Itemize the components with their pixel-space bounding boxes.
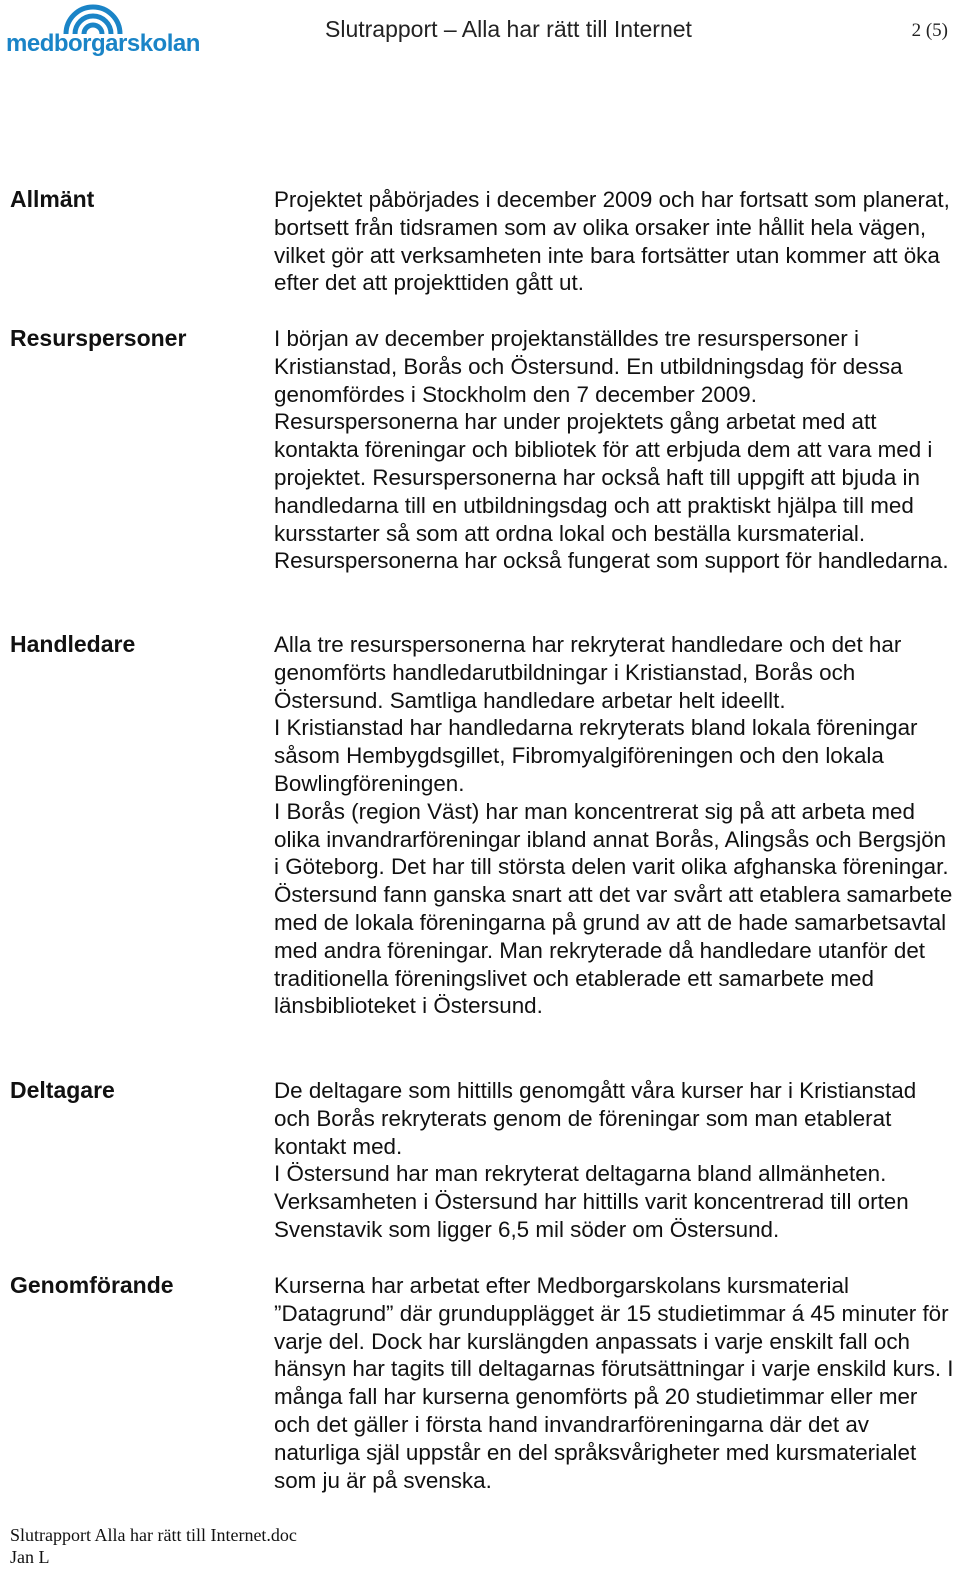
- section-label: Handledare: [10, 631, 136, 657]
- medborgarskolan-logo: [6, 4, 200, 58]
- section-body: [274, 631, 956, 1020]
- document-footer: [10, 1524, 297, 1568]
- paragraph: I Östersund har man rekryterat deltagarna bland allmänheten. Verksamheten i Östersund har hittills varit koncentrerad till orten Svenstavik som ligger 6,5 mil söder om Östersund.: [274, 1161, 909, 1242]
- section-label: Allmänt: [10, 186, 95, 212]
- paragraph: Projektet påbörjades i december 2009 och har fortsatt som planerat, bortsett från tidsramen som av olika orsaker inte hållit hela vägen, vilket gör att verksamheten inte bara fortsätter utan kommer att öka efter det att projekttiden gått ut.: [274, 187, 950, 296]
- paragraph: I Kristianstad har handledarna rekryterats bland lokala föreningar såsom Hembygdsgillet, Fibromyalgiföreningen och den lokala Bowlingföreningen.: [274, 715, 918, 796]
- section-label: Genomförande: [10, 1272, 174, 1298]
- paragraph: De deltagare som hittills genomgått våra kurser har i Kristianstad och Borås rekryterats genom de föreningar som man etablerat kontakt med.: [274, 1078, 917, 1159]
- paragraph: Östersund fann ganska snart att det var svårt att etablera samarbete med de lokala föreningarna på grund av att de hade samarbetsavtal med andra föreningar. Man rekryterade då handledare utanför det traditionella föreningslivet och etablerade ett samarbete med länsbiblioteket i Östersund.: [274, 882, 953, 1019]
- page-number: 2 (5): [911, 20, 948, 41]
- section-label: Deltagare: [10, 1077, 115, 1103]
- paragraph: I Borås (region Väst) har man koncentrerat sig på att arbeta med olika invandrarföreningar ibland annat Borås, Alingsås och Bergsjön i Göteborg. Det har till största delen varit olika afghanska föreningar.: [274, 798, 949, 880]
- section-body: [274, 1272, 956, 1494]
- paragraph: I början av december projektanställdes tre resurspersoner i Kristianstad, Borås och Östersund. En utbildningsdag för dessa genomfördes i Stockholm den 7 december 2009.: [274, 326, 903, 407]
- section-label: Resurspersoner: [10, 325, 187, 351]
- document-header-title: Slutrapport – Alla har rätt till Internet: [325, 16, 692, 42]
- paragraph: Alla tre resurspersonerna har rekryterat handledare och det har genomförts handledarutbildningar i Kristianstad, Borås och Östersund. Samtliga handledare arbetar helt ideellt.: [274, 632, 902, 713]
- paragraph: Kurserna har arbetat efter Medborgarskolans kursmaterial ”Datagrund” där grundupplägget är 15 studietimmar á 45 minuter för varje del. Dock har kurslängden anpassats i varje enskilt fall och hänsyn har tagits till deltagarnas förutsättningar i varje enskild kurs. I många fall har kurserna genomförts på 20 studietimmar eller mer och det gäller i första hand invandrarföreningarna där det av naturliga själ uppstår en del språksvårigheter med kursmaterialet som ju är på svenska.: [274, 1273, 954, 1493]
- footer-author: Jan L: [10, 1547, 50, 1567]
- section-body: [274, 186, 956, 297]
- section-body: [274, 325, 956, 575]
- footer-filename: Slutrapport Alla har rätt till Internet.doc: [10, 1525, 297, 1545]
- logo-text: medborgarskolan: [6, 30, 200, 57]
- section-body: [274, 1077, 956, 1244]
- paragraph: Resurspersonerna har under projektets gång arbetat med att kontakta föreningar och bibliotek för att erbjuda dem att vara med i projektet. Resurspersonerna har också haft till uppgift att bjuda in handledarna till en utbildningsdag och att praktiskt hjälpa till med kursstarter så som att ordna lokal och beställa kursmaterial. Resurspersonerna har också fungerat som support för handledarna.: [274, 409, 949, 574]
